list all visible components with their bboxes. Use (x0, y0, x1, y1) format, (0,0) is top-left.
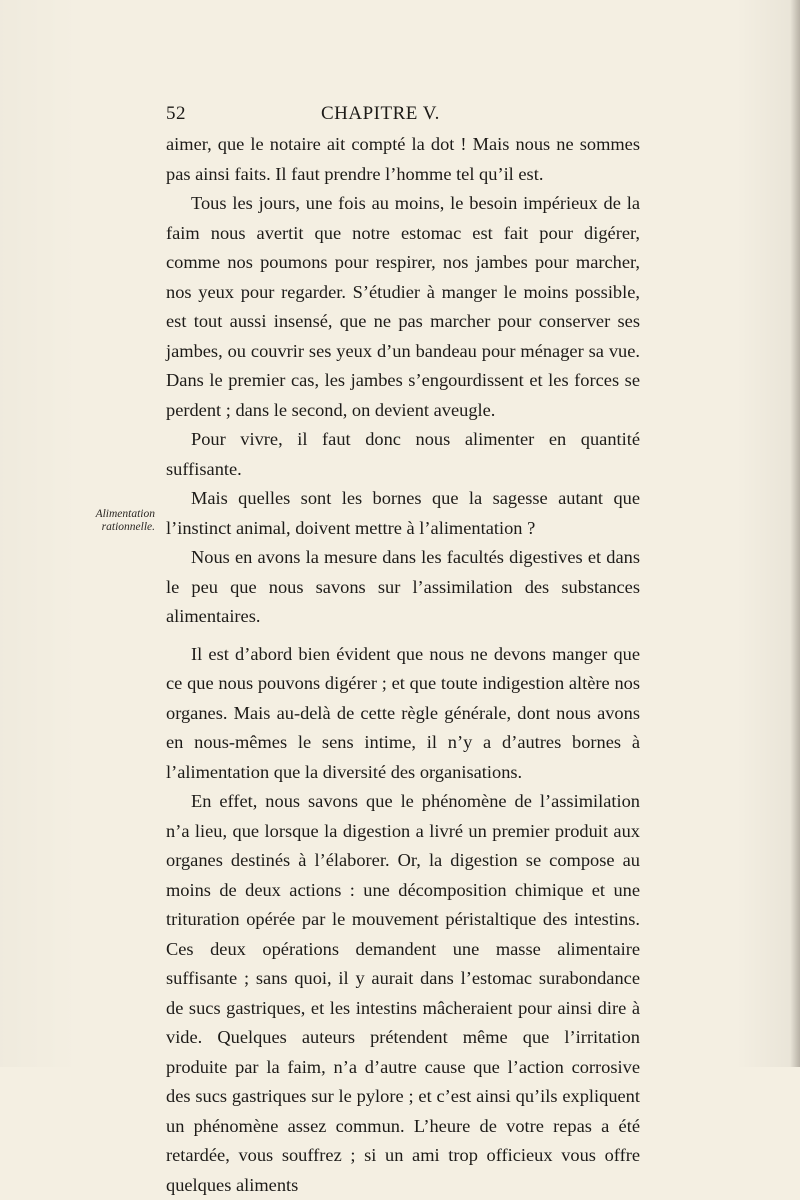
paragraph: Nous en avons la mesure dans les facultés digestives et dans le peu que nous savons sur l’assimilation des substances alimentaires. (166, 547, 640, 626)
paragraph: Il est d’abord bien évident que nous ne devons manger que ce que nous pouvons digérer ; et que toute indigestion altère nos organes. Mais au-delà de cette règle générale, dont nous avons en nous-mêmes le sens intime, il n’y a d’autres bornes à l’alimentation que la diversité des organisations. (166, 643, 640, 782)
margin-note-line: rationnelle. (101, 521, 155, 533)
paragraph: Pour vivre, il faut donc nous alimenter en quantité suffisante. (166, 429, 640, 479)
page-edge-shadow (790, 0, 800, 1067)
page-number: 52 (166, 103, 186, 124)
margin-note (55, 508, 155, 534)
paragraph: aimer, que le notaire ait compté la dot ! Mais nous ne sommes pas ainsi faits. Il faut prendre l’homme tel qu’il est. (166, 134, 640, 184)
paragraph: Tous les jours, une fois au moins, le besoin impérieux de la faim nous avertit que notre estomac est fait pour digérer, comme nos poumons pour respirer, nos jambes pour marcher, nos yeux pour regarder. S’étudier à manger le moins possible, est tout aussi insensé, que ne pas marcher pour conserver ses jambes, ou couvrir ses yeux d’un bandeau pour ménager sa vue. Dans le premier cas, les jambes s’engourdissent et les forces se perdent ; dans le second, on devient aveugle. (166, 193, 640, 420)
paragraph: En effet, nous savons que le phénomène de l’assimilation n’a lieu, que lorsque la digestion a livré un premier produit aux organes destinés à l’élaborer. Or, la digestion se compose au moins de deux actions : une décomposition chimique et une trituration opérée par le mouvement péristaltique des intestins. Ces deux opérations demandent une masse alimentaire suffisante ; sans quoi, il y aurait dans l’estomac surabondance de sucs gastriques, et les intestins mâcheraient pour ainsi dire à vide. Quelques auteurs prétendent même que l’irritation produite par la faim, n’a d’autre cause que l’action corrosive des sucs gastriques sur le pylore ; et c’est ainsi qu’ils expliquent un phénomène assez commun. L’heure de votre repas a été retardée, vous souffrez ; si un ami trop officieux vous offre quelques aliments (166, 791, 640, 1195)
body-text (166, 130, 640, 1200)
running-head (166, 103, 636, 129)
chapter-title: CHAPITRE V. (321, 103, 440, 124)
margin-note-line: Alimentation (95, 508, 155, 520)
paragraph: Mais quelles sont les bornes que la sagesse autant que l’instinct animal, doivent mettre à l’alimentation ? (166, 488, 640, 538)
